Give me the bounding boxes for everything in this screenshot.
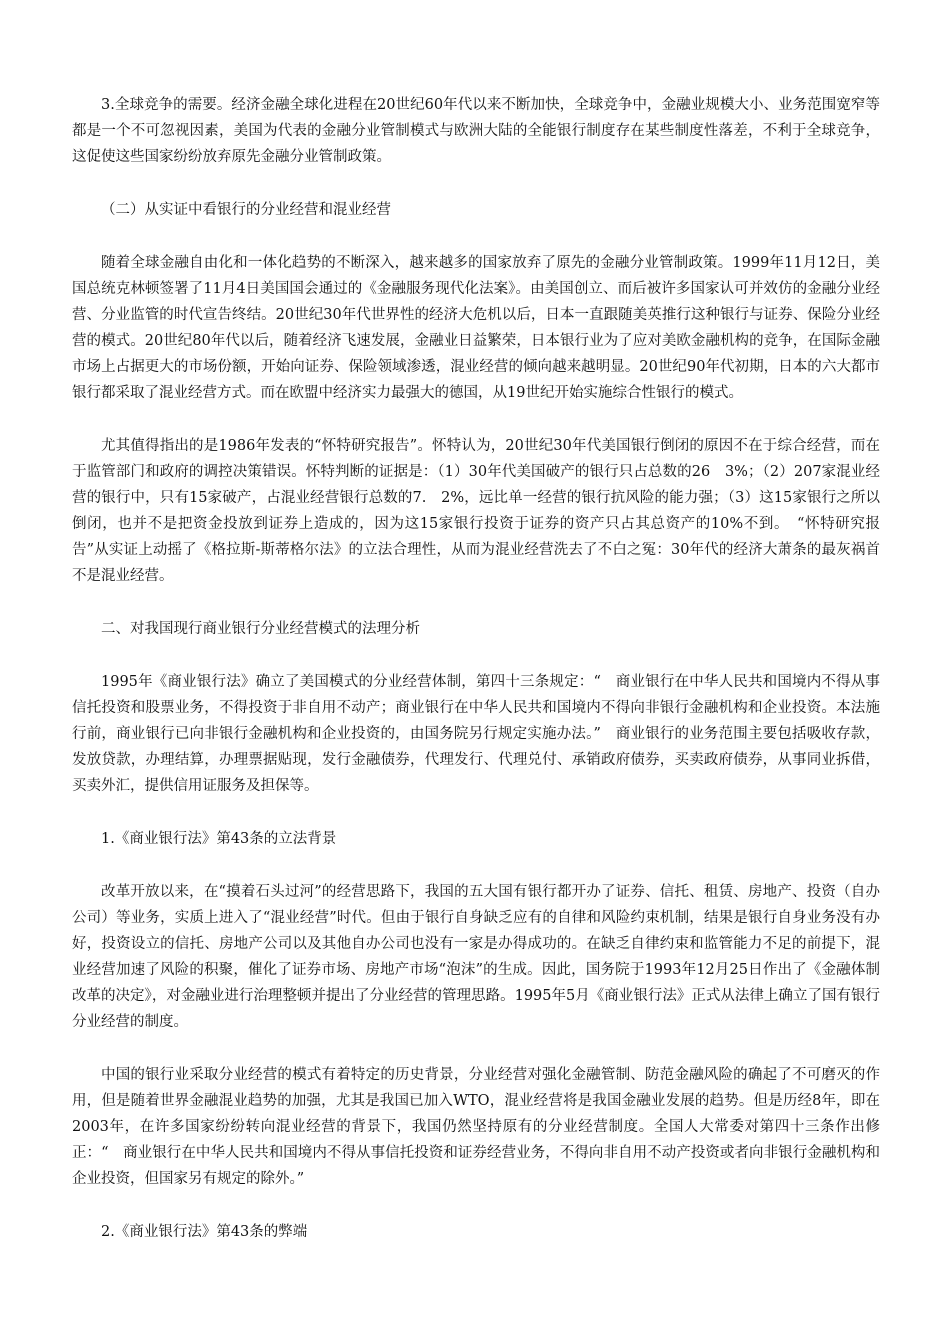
paragraph-global-competition: 3.全球竞争的需要。经济金融全球化进程在20世纪60年代以来不断加快，全球竞争中，金融业规模大小、业务范围宽窄等都是一个不可忽视因素，美国为代表的金融分业管制模式与欧洲大陆的全能银行制度存在某些制度性落差，不利于全球竞争，这促使这些国家纷纷放弃原先金融分业管制政策。 xyxy=(72,97,880,165)
section-heading-legal-analysis: 二、对我国现行商业银行分业经营模式的法理分析 xyxy=(101,621,420,637)
document-page xyxy=(72,92,880,1245)
section-heading-article43-drawbacks: 2.《商业银行法》第43条的弊端 xyxy=(101,1224,308,1240)
paragraph-white-report: 尤其值得指出的是1986年发表的“怀特研究报告”。怀特认为，20世纪30年代美国银行倒闭的原因不在于综合经营，而在于监管部门和政府的调控决策错误。怀特判断的证据是：（1）30年代美国破产的银行只占总数的26 3%；（2）207家混业经营的银行中，只有15家破产，占混业经营银行总数的7. 2%，远比单一经营的银行抗风险的能力强；（3）这15家银行之所以倒闭，也并不是把资金投放到证券上造成的，因为这15家银行投资于证券的资产只占其总资产的10%不到。 “怀特研究报告”从实证上动摇了《格拉斯-斯蒂格尔法》的立法合理性，从而为混业经营洗去了不白之冤：30年代的经济大萧条的最灰祸首不是混业经营。 xyxy=(72,438,880,584)
section-heading-empirical: （二）从实证中看银行的分业经营和混业经营 xyxy=(101,202,391,218)
section-heading-article43-background: 1.《商业银行法》第43条的立法背景 xyxy=(101,831,337,847)
paragraph-reform-background: 改革开放以来，在“摸着石头过河”的经营思路下，我国的五大国有银行都开办了证券、信托、租赁、房地产、投资（自办公司）等业务，实质上进入了“混业经营”时代。但由于银行自身缺乏应有的自律和风险约束机制，结果是银行自身业务没有办好，投资设立的信托、房地产公司以及其他自办公司也没有一家是办得成功的。在缺乏自律约束和监管能力不足的前提下，混业经营加速了风险的积聚，催化了证券市场、房地产市场“泡沫”的生成。因此，国务院于1993年12月25日作出了《金融体制改革的决定》，对金融业进行治理整顿并提出了分业经营的管理思路。1995年5月《商业银行法》正式从法律上确立了国有银行分业经营的制度。 xyxy=(72,884,880,1030)
paragraph-liberalization: 随着全球金融自由化和一体化趋势的不断深入，越来越多的国家放弃了原先的金融分业管制政策。1999年11月12日，美国总统克林顿签署了11月4日美国国会通过的《金融服务现代化法案》。由美国创立、而后被许多国家认可并效仿的金融分业经营、分业监管的时代宣告终结。20世纪30年代世界性的经济大危机以后，日本一直跟随美英推行这种银行与证券、保险分业经营的模式。20世纪80年代以后，随着经济飞速发展，金融业日益繁荣，日本银行业为了应对美欧金融机构的竞争，在国际金融市场上占据更大的市场份额，开始向证券、保险领域渗透，混业经营的倾向越来越明显。20世纪90年代初期，日本的六大都市银行都采取了混业经营方式。而在欧盟中经济实力最强大的德国，从19世纪开始实施综合性银行的模式。 xyxy=(72,255,880,401)
paragraph-banking-law-1995: 1995年《商业银行法》确立了美国模式的分业经营体制，第四十三条规定：“ 商业银行在中华人民共和国境内不得从事信托投资和股票业务，不得投资于非自用不动产；商业银行在中华人民共和国境内不得向非银行金融机构和企业投资。本法施行前，商业银行已向非银行金融机构和企业投资的，由国务院另行规定实施办法。” 商业银行的业务范围主要包括吸收存款，发放贷款，办理结算，办理票据贴现，发行金融债券，代理发行、代理兑付、承销政府债券，买卖政府债券，从事同业拆借，买卖外汇，提供信用证服务及担保等。 xyxy=(72,674,880,794)
paragraph-2003-amendment: 中国的银行业采取分业经营的模式有着特定的历史背景，分业经营对强化金融管制、防范金融风险的确起了不可磨灭的作用，但是随着世界金融混业趋势的加强，尤其是我国已加入WTO，混业经营将是我国金融业发展的趋势。但是历经8年，即在2003年，在许多国家纷纷转向混业经营的背景下，我国仍然坚持原有的分业经营制度。全国人大常委对第四十三条作出修正：“ 商业银行在中华人民共和国境内不得从事信托投资和证券经营业务，不得向非自用不动产投资或者向非银行金融机构和企业投资，但国家另有规定的除外。” xyxy=(72,1067,880,1187)
